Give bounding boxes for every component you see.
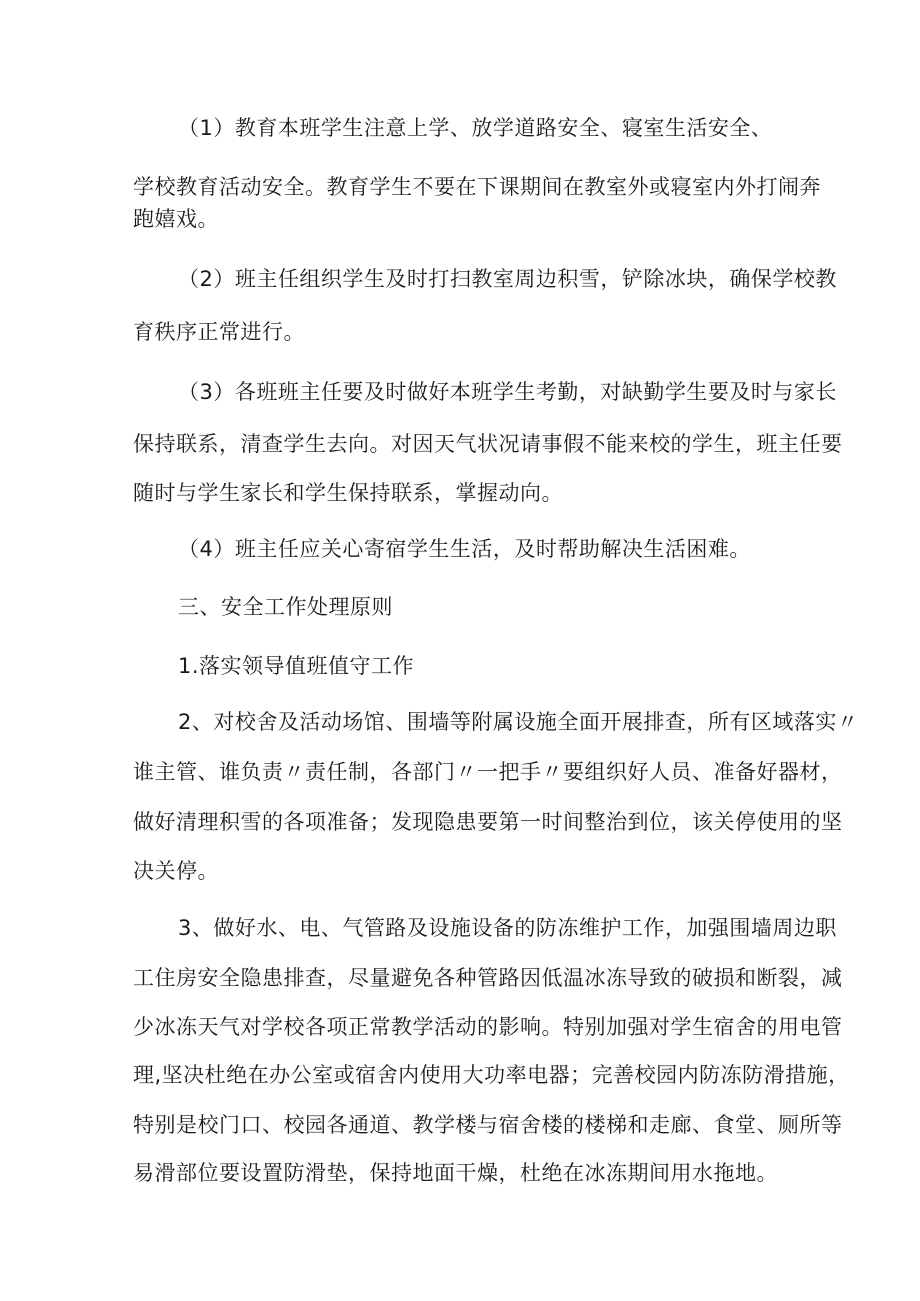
paragraph-2-line-1: （2）班主任组织学生及时打扫教室周边积雪，铲除冰块，确保学校教: [178, 267, 837, 291]
item-3-line-3: 少冰冻天气对学校各项正常教学活动的影响。特别加强对学生宿舍的用电管: [133, 1015, 843, 1039]
paragraph-3-line-2: 保持联系，清查学生去向。对因天气状况请事假不能来校的学生，班主任要: [133, 432, 843, 456]
item-2-line-1: 2、对校舍及活动场馆、围墙等附属设施全面开展排查，所有区域落实〃: [178, 710, 859, 734]
paragraph-2-line-2: 育秩序正常进行。: [133, 320, 305, 344]
paragraph-1-line-2: 学校教育活动安全。教育学生不要在下课期间在教室外或寝室内外打闹奔: [133, 175, 821, 199]
item-3-line-6: 易滑部位要设置防滑垫，保持地面干燥，杜绝在冰冻期间用水拖地。: [133, 1161, 778, 1185]
item-1-line-1: 1.落实领导值班值守工作: [178, 654, 415, 678]
paragraph-3-line-3: 随时与学生家长和学生保持联系，掌握动向。: [133, 481, 563, 505]
item-2-line-4: 决关停。: [133, 859, 219, 883]
paragraph-3-line-1: （3）各班班主任要及时做好本班学生考勤，对缺勤学生要及时与家长: [178, 380, 837, 404]
item-2-line-2: 谁主管、谁负责〃责任制，各部门〃一把手〃要组织好人员、准备好器材，: [133, 760, 843, 784]
section-heading: 三、安全工作处理原则: [178, 595, 393, 619]
paragraph-1-line-1: （1）教育本班学生注意上学、放学道路安全、寝室生活安全、: [178, 116, 773, 140]
item-3-line-5: 特别是校门口、校园各通道、教学楼与宿舍楼的楼梯和走廊、食堂、厕所等: [133, 1113, 843, 1137]
item-2-line-3: 做好清理积雪的各项准备；发现隐患要第一时间整治到位，该关停使用的坚: [133, 810, 843, 834]
paragraph-1-line-3: 跑嬉戏。: [133, 207, 219, 231]
item-3-line-1: 3、做好水、电、气管路及设施设备的防冻维护工作，加强围墙周边职: [178, 916, 837, 940]
item-3-line-4: 理,坚决杜绝在办公室或宿舍内使用大功率电器；完善校园内防冻防滑措施，: [133, 1063, 850, 1087]
paragraph-4-line-1: （4）班主任应关心寄宿学生生活，及时帮助解决生活困难。: [178, 537, 751, 561]
item-3-line-2: 工住房安全隐患排查，尽量避免各种管路因低温冰冻导致的破损和断裂，减: [133, 966, 843, 990]
